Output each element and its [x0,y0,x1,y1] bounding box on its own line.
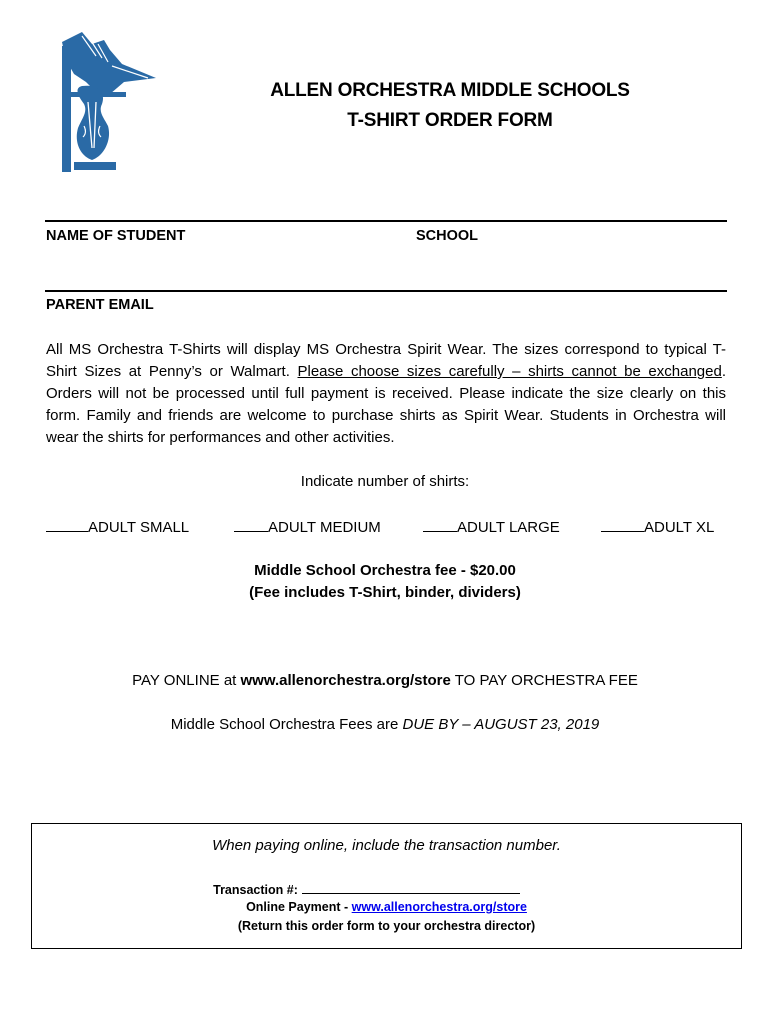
school-label: SCHOOL [416,228,479,244]
size-medium [234,517,381,536]
parent-email-line[interactable] [45,290,727,292]
size-xl [601,517,714,536]
transaction-label: Transaction #: [213,883,298,897]
instructions-text-2: . Orders will not be processed until full payment is received. Please indicate the size clearly on this form. Family and friends are welcome to purchase shirts as Spirit Wear. Students in Orchestra will wear the shirts for performances and other activities. [46,363,726,446]
sizes-prompt: Indicate number of shirts: [300,473,470,490]
size-large [423,517,560,536]
fee-amount: Middle School Orchestra fee - $20.00 [254,562,516,579]
pay-online-url[interactable]: www.allenorchestra.org/store [240,672,451,689]
size-small-blank[interactable] [46,517,88,532]
transaction-field [12,880,721,897]
fee-includes: (Fee includes T-Shirt, binder, dividers) [249,584,521,601]
payment-info-box [31,823,742,949]
due-date-line [0,716,770,733]
instructions-paragraph [46,339,726,449]
eagle-violin-logo-icon [52,30,162,172]
pay-online-suffix: TO PAY ORCHESTRA FEE [450,672,638,689]
transaction-note: When paying online, include the transaction number. [212,837,561,854]
size-xl-blank[interactable] [601,517,644,532]
pay-online-line [0,672,770,689]
size-xl-label: ADULT XL [644,519,715,536]
return-note: (Return this order form to your orchestra director) [237,919,536,933]
online-payment-prefix: Online Payment - [246,900,352,914]
online-payment-link[interactable]: www.allenorchestra.org/store [351,900,527,914]
transaction-input-line[interactable] [302,880,520,894]
size-small-label: ADULT SMALL [88,519,190,536]
parent-email-label: PARENT EMAIL [46,297,154,313]
online-payment-line [32,900,741,914]
instructions-text-1: All MS Orchestra T-Shirts will display MS Orchestra Spirit Wear. The sizes correspond to typical T-Shirt Sizes at Penny’s or Walmart. [46,341,726,380]
pay-online-prefix: PAY ONLINE at [132,672,241,689]
size-large-blank[interactable] [423,517,457,532]
size-large-label: ADULT LARGE [457,519,560,536]
size-medium-label: ADULT MEDIUM [268,519,381,536]
due-date-prefix: Middle School Orchestra Fees are [170,716,403,733]
size-small [46,517,189,536]
student-name-label: NAME OF STUDENT [46,228,186,244]
due-date: DUE BY – AUGUST 23, 2019 [402,716,600,733]
student-name-line[interactable] [45,220,727,222]
form-title: ALLEN ORCHESTRA MIDDLE SCHOOLS [270,80,630,101]
size-medium-blank[interactable] [234,517,268,532]
instructions-underlined: Please choose sizes carefully – shirts cannot be exchanged [297,363,722,380]
form-subtitle: T-SHIRT ORDER FORM [347,110,553,131]
